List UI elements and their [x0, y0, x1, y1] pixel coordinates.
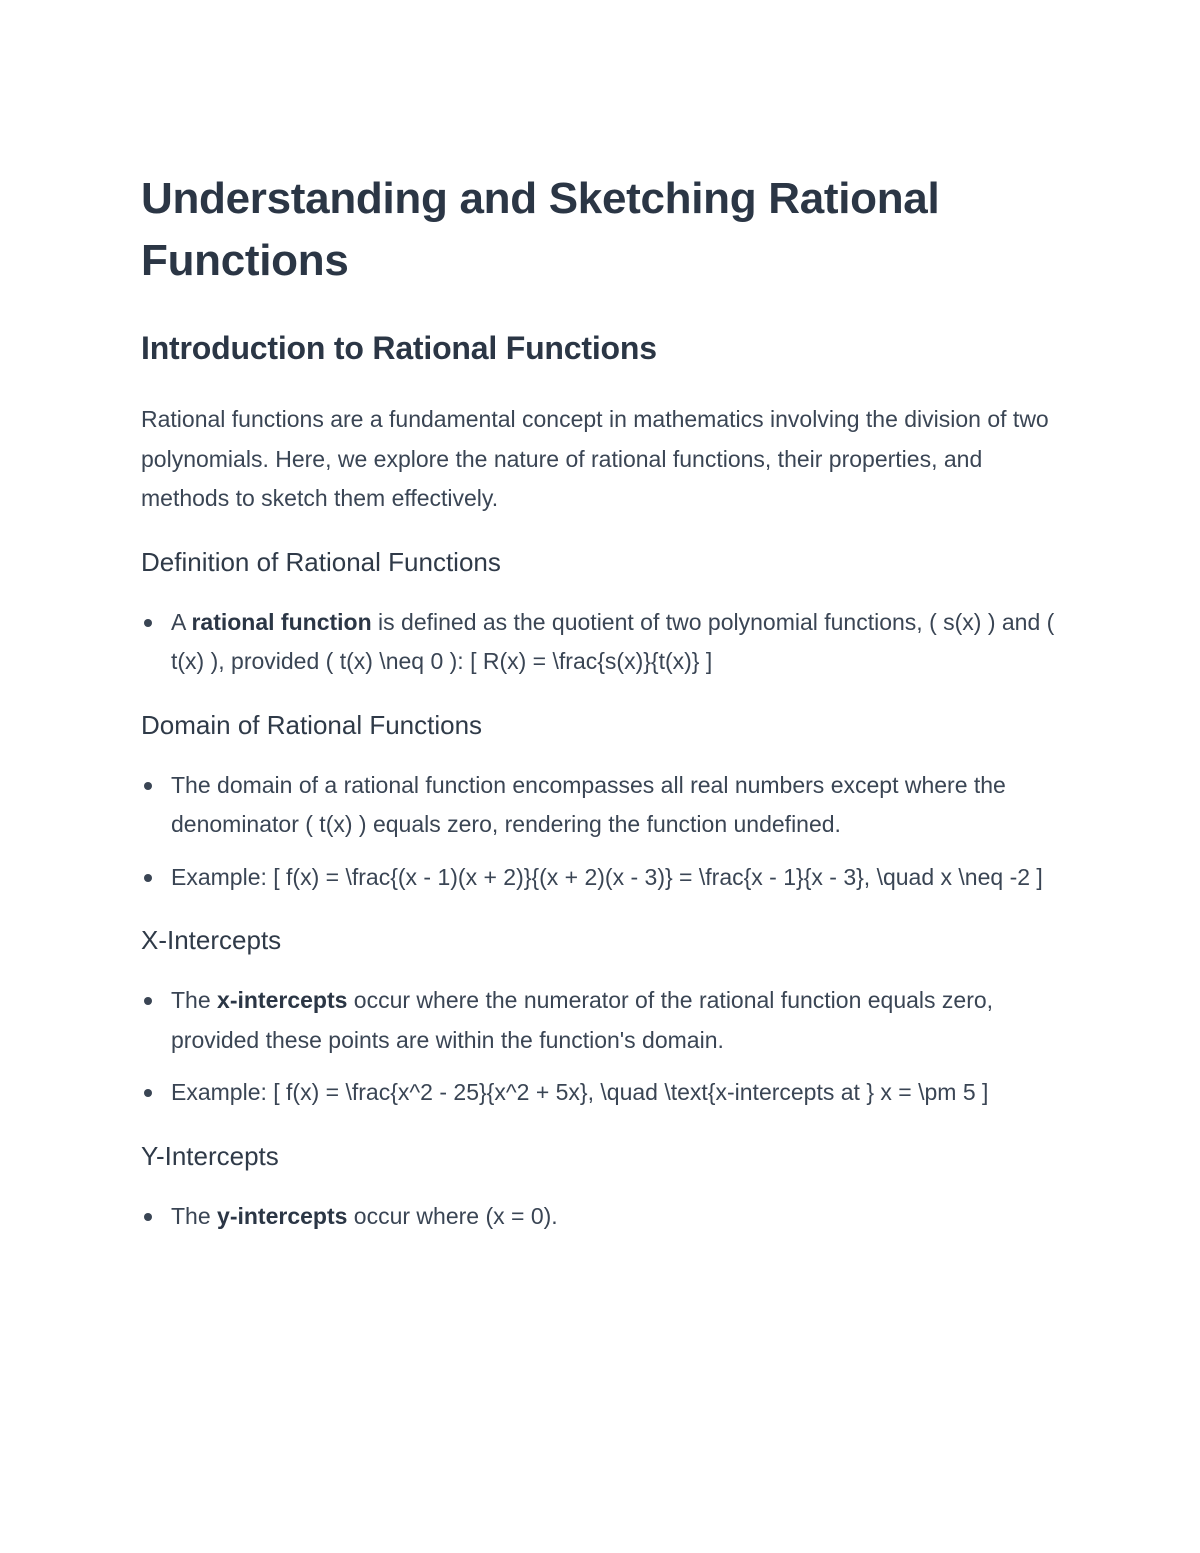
document-page [141, 168, 1066, 1236]
bold-term: rational function [191, 608, 372, 635]
list-item: The x-intercepts occur where the numerator of the rational function equals zero, provided these points are within the function's domain. [141, 981, 1066, 1060]
bullet-icon [144, 1089, 152, 1097]
list-item: A rational function is defined as the quotient of two polynomial functions, ( s(x) ) and ( t(x) ), provided ( t(x) \neq 0 ): [ R(x) = \frac{s(x)}{t(x)} ] [141, 603, 1066, 682]
intro-paragraph: Rational functions are a fundamental concept in mathematics involving the division of two polynomials. Here, we explore the nature of rational functions, their properties, and methods to sketch them effectively. [141, 406, 1049, 511]
document-title: Understanding and Sketching Rational Functions [141, 174, 940, 285]
domain-list [141, 766, 1066, 898]
bullet-icon [144, 782, 152, 790]
bullet-icon [144, 1213, 152, 1221]
section-heading-y-intercepts: Y-Intercepts [141, 1140, 279, 1171]
section-heading-x-intercepts: X-Intercepts [141, 925, 282, 955]
intro-heading: Introduction to Rational Functions [141, 330, 657, 366]
y-intercepts-list [141, 1197, 1066, 1237]
list-item: Example: [ f(x) = \frac{(x - 1)(x + 2)}{(x + 2)(x - 3)} = \frac{x - 1}{x - 3}, \quad x \neq -2 ] [141, 858, 1066, 898]
list-item: Example: [ f(x) = \frac{x^2 - 25}{x^2 + 5x}, \quad \text{x-intercepts at } x = \pm 5 ] [141, 1073, 1066, 1113]
list-item: The domain of a rational function encompasses all real numbers except where the denominator ( t(x) ) equals zero, rendering the function undefined. [141, 766, 1066, 845]
bullet-icon [144, 874, 152, 882]
section-heading-definition: Definition of Rational Functions [141, 546, 501, 577]
section-heading-domain: Domain of Rational Functions [141, 709, 483, 740]
bold-term: x-intercepts [217, 987, 348, 1013]
definition-list [141, 603, 1066, 682]
x-intercepts-list [141, 981, 1066, 1113]
bold-term: y-intercepts [217, 1202, 348, 1229]
bullet-icon [144, 997, 152, 1005]
list-item: The y-intercepts occur where (x = 0). [141, 1197, 1066, 1237]
bullet-icon [144, 619, 152, 627]
